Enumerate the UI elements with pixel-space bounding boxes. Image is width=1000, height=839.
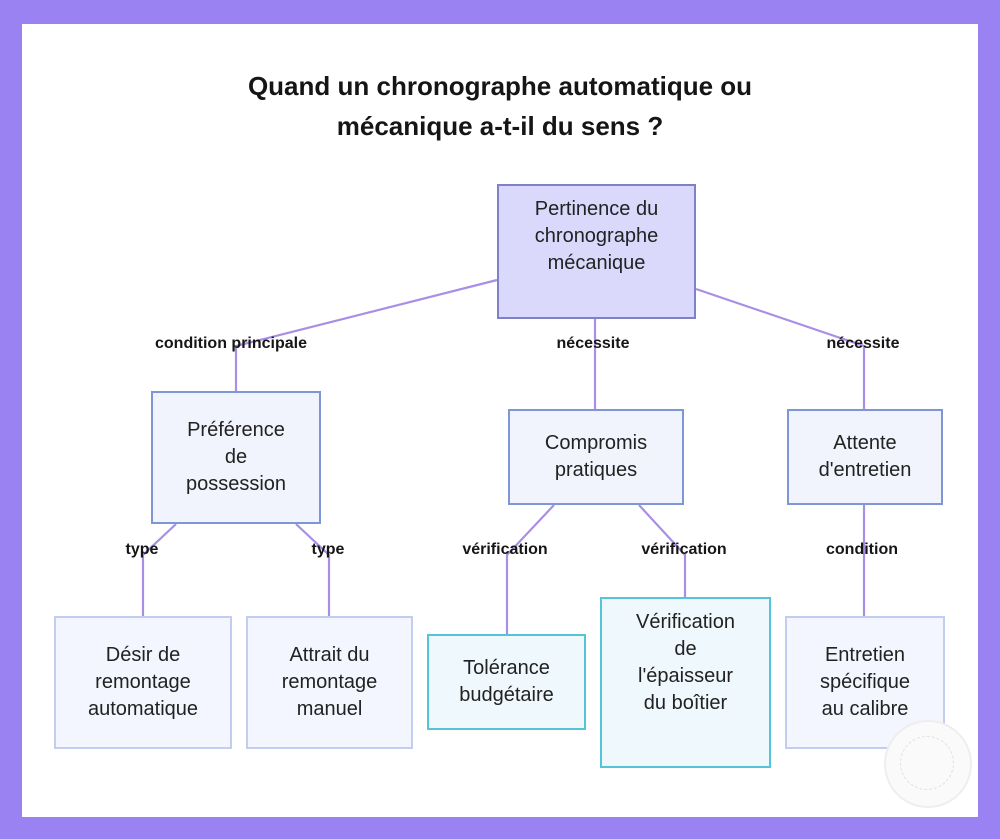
diagram-title: Quand un chronographe automatique ou mécanique a-t-il du sens ? xyxy=(247,71,753,141)
edge-label-root-attente: nécessite xyxy=(826,335,900,352)
edge-preference-desir xyxy=(143,524,176,616)
edge-label-compromis-tolerance: vérification xyxy=(462,541,548,558)
node-epaisseur: Vérification de l'épaisseur du boîtier xyxy=(600,597,771,768)
diagram-canvas xyxy=(22,24,978,817)
edge-label-root-compromis: nécessite xyxy=(556,335,630,352)
node-entretien: Entretien spécifique au calibre xyxy=(785,616,945,749)
node-root: Pertinence du chronographe mécanique xyxy=(497,184,696,319)
edge-label-preference-attrait: type xyxy=(311,541,345,558)
node-desir: Désir de remontage automatique xyxy=(54,616,232,749)
node-compromis: Compromis pratiques xyxy=(508,409,684,505)
edge-label-root-preference: condition principale xyxy=(154,335,308,352)
edge-preference-attrait xyxy=(296,524,329,616)
edge-label-compromis-epaisseur: vérification xyxy=(641,541,727,558)
node-attrait: Attrait du remontage manuel xyxy=(246,616,413,749)
edge-label-preference-desir: type xyxy=(125,541,159,558)
node-tolerance: Tolérance budgétaire xyxy=(427,634,586,730)
node-attente: Attente d'entretien xyxy=(787,409,943,505)
edge-label-attente-entretien: condition xyxy=(826,541,898,558)
edge-compromis-tolerance xyxy=(507,505,554,634)
watermark-seal xyxy=(884,720,972,808)
node-preference: Préférence de possession xyxy=(151,391,321,524)
